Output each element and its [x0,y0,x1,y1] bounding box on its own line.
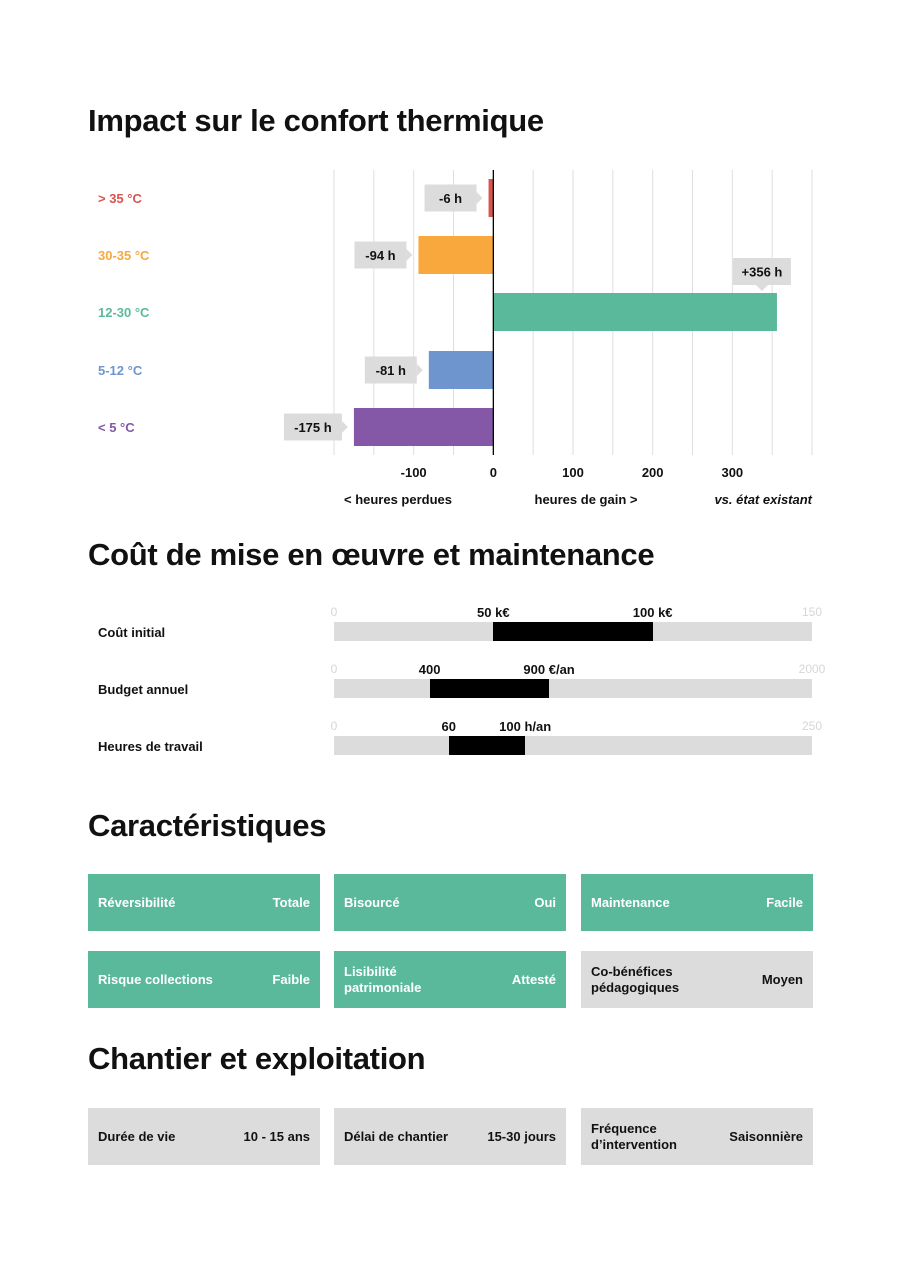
tick-label: 0 [489,465,497,480]
cost-low-value: 50 k€ [477,605,510,620]
characteristic-value: Attesté [511,972,556,987]
cost-low-value: 60 [441,719,456,734]
cost-min-tick: 0 [330,719,338,733]
category-label: 5-12 °C [98,363,143,378]
worksite-card [88,1108,320,1165]
tick-label: 300 [721,465,744,480]
axis-note-gain: heures de gain > [534,492,638,507]
worksite-key: Fréquence d’intervention [591,1120,677,1152]
worksite-key: Durée de vie [98,1128,176,1144]
value-callout-pointer [406,249,412,261]
characteristic-key: Lisibilité patrimoniale [344,963,422,995]
cost-label: Coût initial [98,625,166,640]
characteristic-value: Oui [534,895,556,910]
data-label: -6 h [438,191,463,206]
characteristic-key: Risque collections [98,971,213,987]
cost-range-bar [334,622,812,641]
worksite-card [334,1108,566,1165]
worksite-value: 15-30 jours [487,1129,556,1144]
characteristic-value: Facile [766,895,803,910]
characteristic-value: Faible [272,972,310,987]
value-callout-pointer [342,421,348,433]
tick-label: 200 [641,465,664,480]
cost-min-tick: 0 [330,662,338,676]
cost-max-tick: 150 [801,605,823,619]
bar [493,293,777,331]
cost-high-value: 900 €/an [523,662,575,677]
section-title-confort: Impact sur le confort thermique [88,103,544,138]
section-title-caract: Caractéristiques [88,808,327,843]
bar [418,236,493,274]
axis-note-lost: < heures perdues [343,492,453,507]
cost-max-tick: 2000 [798,662,826,676]
thermal-comfort-chart [0,0,900,520]
value-callout-pointer [477,192,483,204]
worksite-value: 10 - 15 ans [243,1129,310,1144]
characteristic-key: Co-bénéfices pédagogiques [591,963,680,995]
data-label: -175 h [294,420,332,435]
value-callout-pointer [417,364,423,376]
data-label: +356 h [741,264,783,280]
cost-range-bar [334,736,812,755]
characteristic-key: Réversibilité [98,894,176,910]
characteristic-card [334,874,566,931]
bar [354,408,493,446]
worksite-key: Délai de chantier [344,1128,449,1144]
section-title-cout: Coût de mise en œuvre et maintenance [88,537,655,572]
category-label: > 35 °C [98,191,142,206]
worksite-value: Saisonnière [729,1129,803,1144]
characteristic-card [581,951,813,1008]
cost-low-value: 400 [418,662,441,677]
cost-range-fill [430,679,550,698]
cost-max-tick: 250 [801,719,823,733]
tick-label: -100 [400,465,427,480]
category-label: < 5 °C [98,420,135,435]
characteristic-value: Moyen [761,972,803,987]
cost-range-bar [334,679,812,698]
cost-min-tick: 0 [330,605,338,619]
characteristic-card [88,874,320,931]
cost-high-value: 100 k€ [632,605,673,620]
worksite-card [581,1108,813,1165]
category-label: 30-35 °C [98,248,150,263]
cost-range-fill [449,736,525,755]
bar [489,179,494,217]
cost-range-fill [493,622,652,641]
cost-label: Budget annuel [98,682,189,697]
category-label: 12-30 °C [98,305,150,320]
section-title-chantier: Chantier et exploitation [88,1041,426,1076]
characteristic-value: Totale [272,895,310,910]
cost-label: Heures de travail [98,739,203,754]
characteristic-card [581,874,813,931]
value-callout-pointer [756,285,768,291]
characteristic-card [334,951,566,1008]
bar [429,351,494,389]
characteristic-card [88,951,320,1008]
data-label: -94 h [365,248,396,263]
characteristic-key: Maintenance [591,894,670,910]
cost-high-value: 100 h/an [499,719,552,734]
axis-note-reference: vs. état existant [714,492,812,507]
data-label: -81 h [375,363,406,378]
tick-label: 100 [562,465,584,480]
characteristic-key: Bisourcé [344,894,400,910]
